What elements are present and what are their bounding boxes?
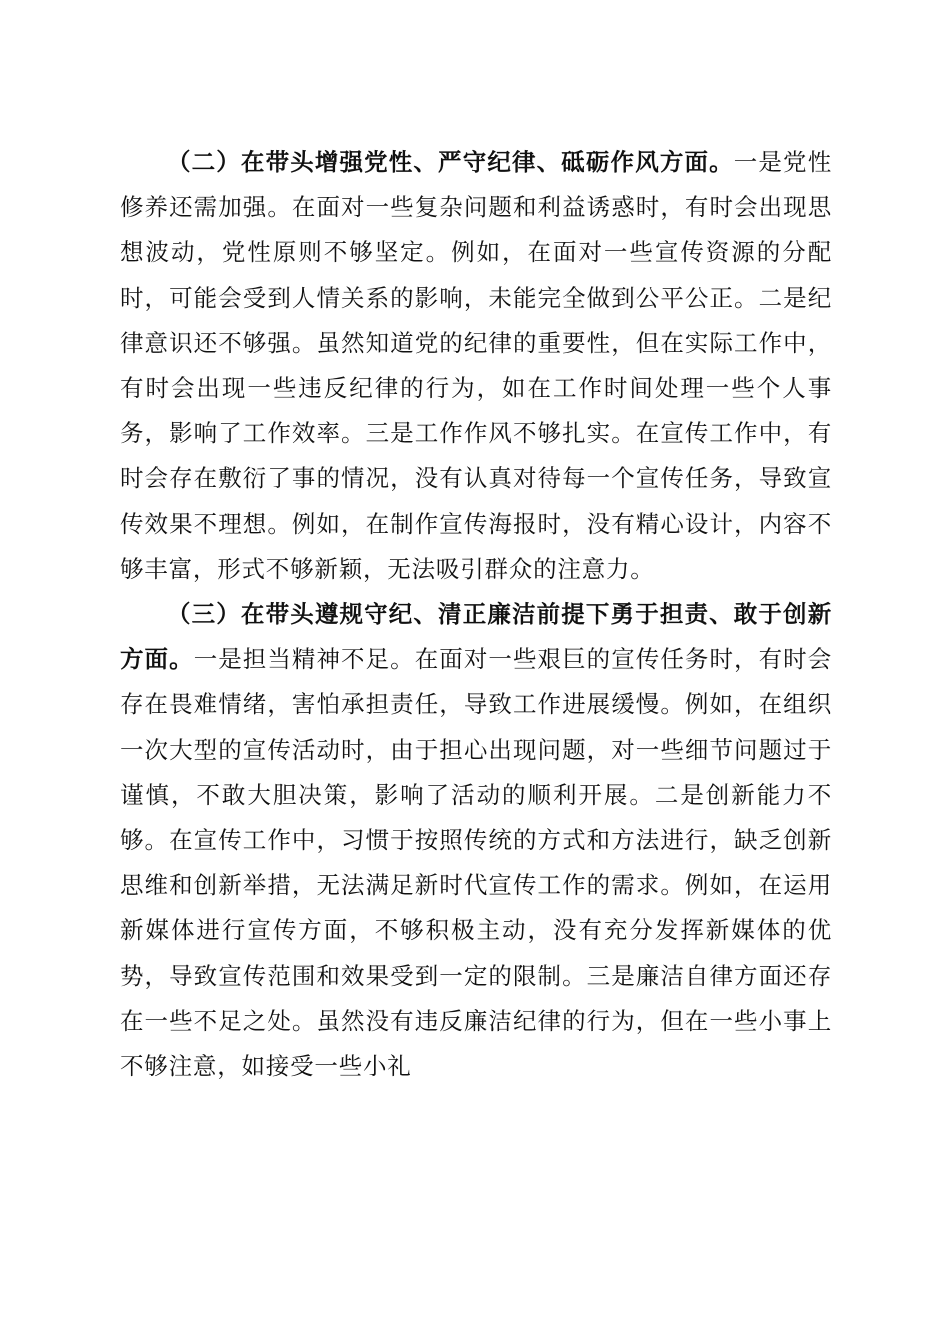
section-2-body: 一是党性修养还需加强。在面对一些复杂问题和利益诱惑时，有时会出现思想波动，党性原则不够坚定。例如，在面对一些宣传资源的分配时，可能会受到人情关系的影响，未能完全做到公平公正。二是纪律意识还不够强。虽然知道党的纪律的重要性，但在实际工作中，有时会出现一些违反纪律的行为，如在工作时间处理一些个人事务，影响了工作效率。三是工作作风不够扎实。在宣传工作中，有时会存在敷衍了事的情况，没有认真对待每一个宣传任务，导致宣传效果不理想。例如，在制作宣传海报时，没有精心设计，内容不够丰富，形式不够新颖，无法吸引群众的注意力。 [120,148,832,583]
section-3-body: 一是担当精神不足。在面对一些艰巨的宣传任务时，有时会存在畏难情绪，害怕承担责任，导致工作进展缓慢。例如，在组织一次大型的宣传活动时，由于担心出现问题，对一些细节问题过于谨慎，不敢大胆决策，影响了活动的顺利开展。二是创新能力不够。在宣传工作中，习惯于按照传统的方式和方法进行，缺乏创新思维和创新举措，无法满足新时代宣传工作的需求。例如，在运用新媒体进行宣传方面，不够积极主动，没有充分发挥新媒体的优势，导致宣传范围和效果受到一定的限制。三是廉洁自律方面还存在一些不足之处。虽然没有违反廉洁纪律的行为，但在一些小事上不够注意，如接受一些小礼 [120,645,832,1081]
paragraph-section-2 [120,140,832,592]
paragraph-section-3 [120,592,832,1089]
section-3-heading: （三）在带头遵规守纪、清正廉洁前提下勇于担责、敢于创新方面。 [120,600,832,674]
document-page [120,140,832,1089]
section-2-heading: （二）在带头增强党性、严守纪律、砥砺作风方面。 [167,148,734,176]
